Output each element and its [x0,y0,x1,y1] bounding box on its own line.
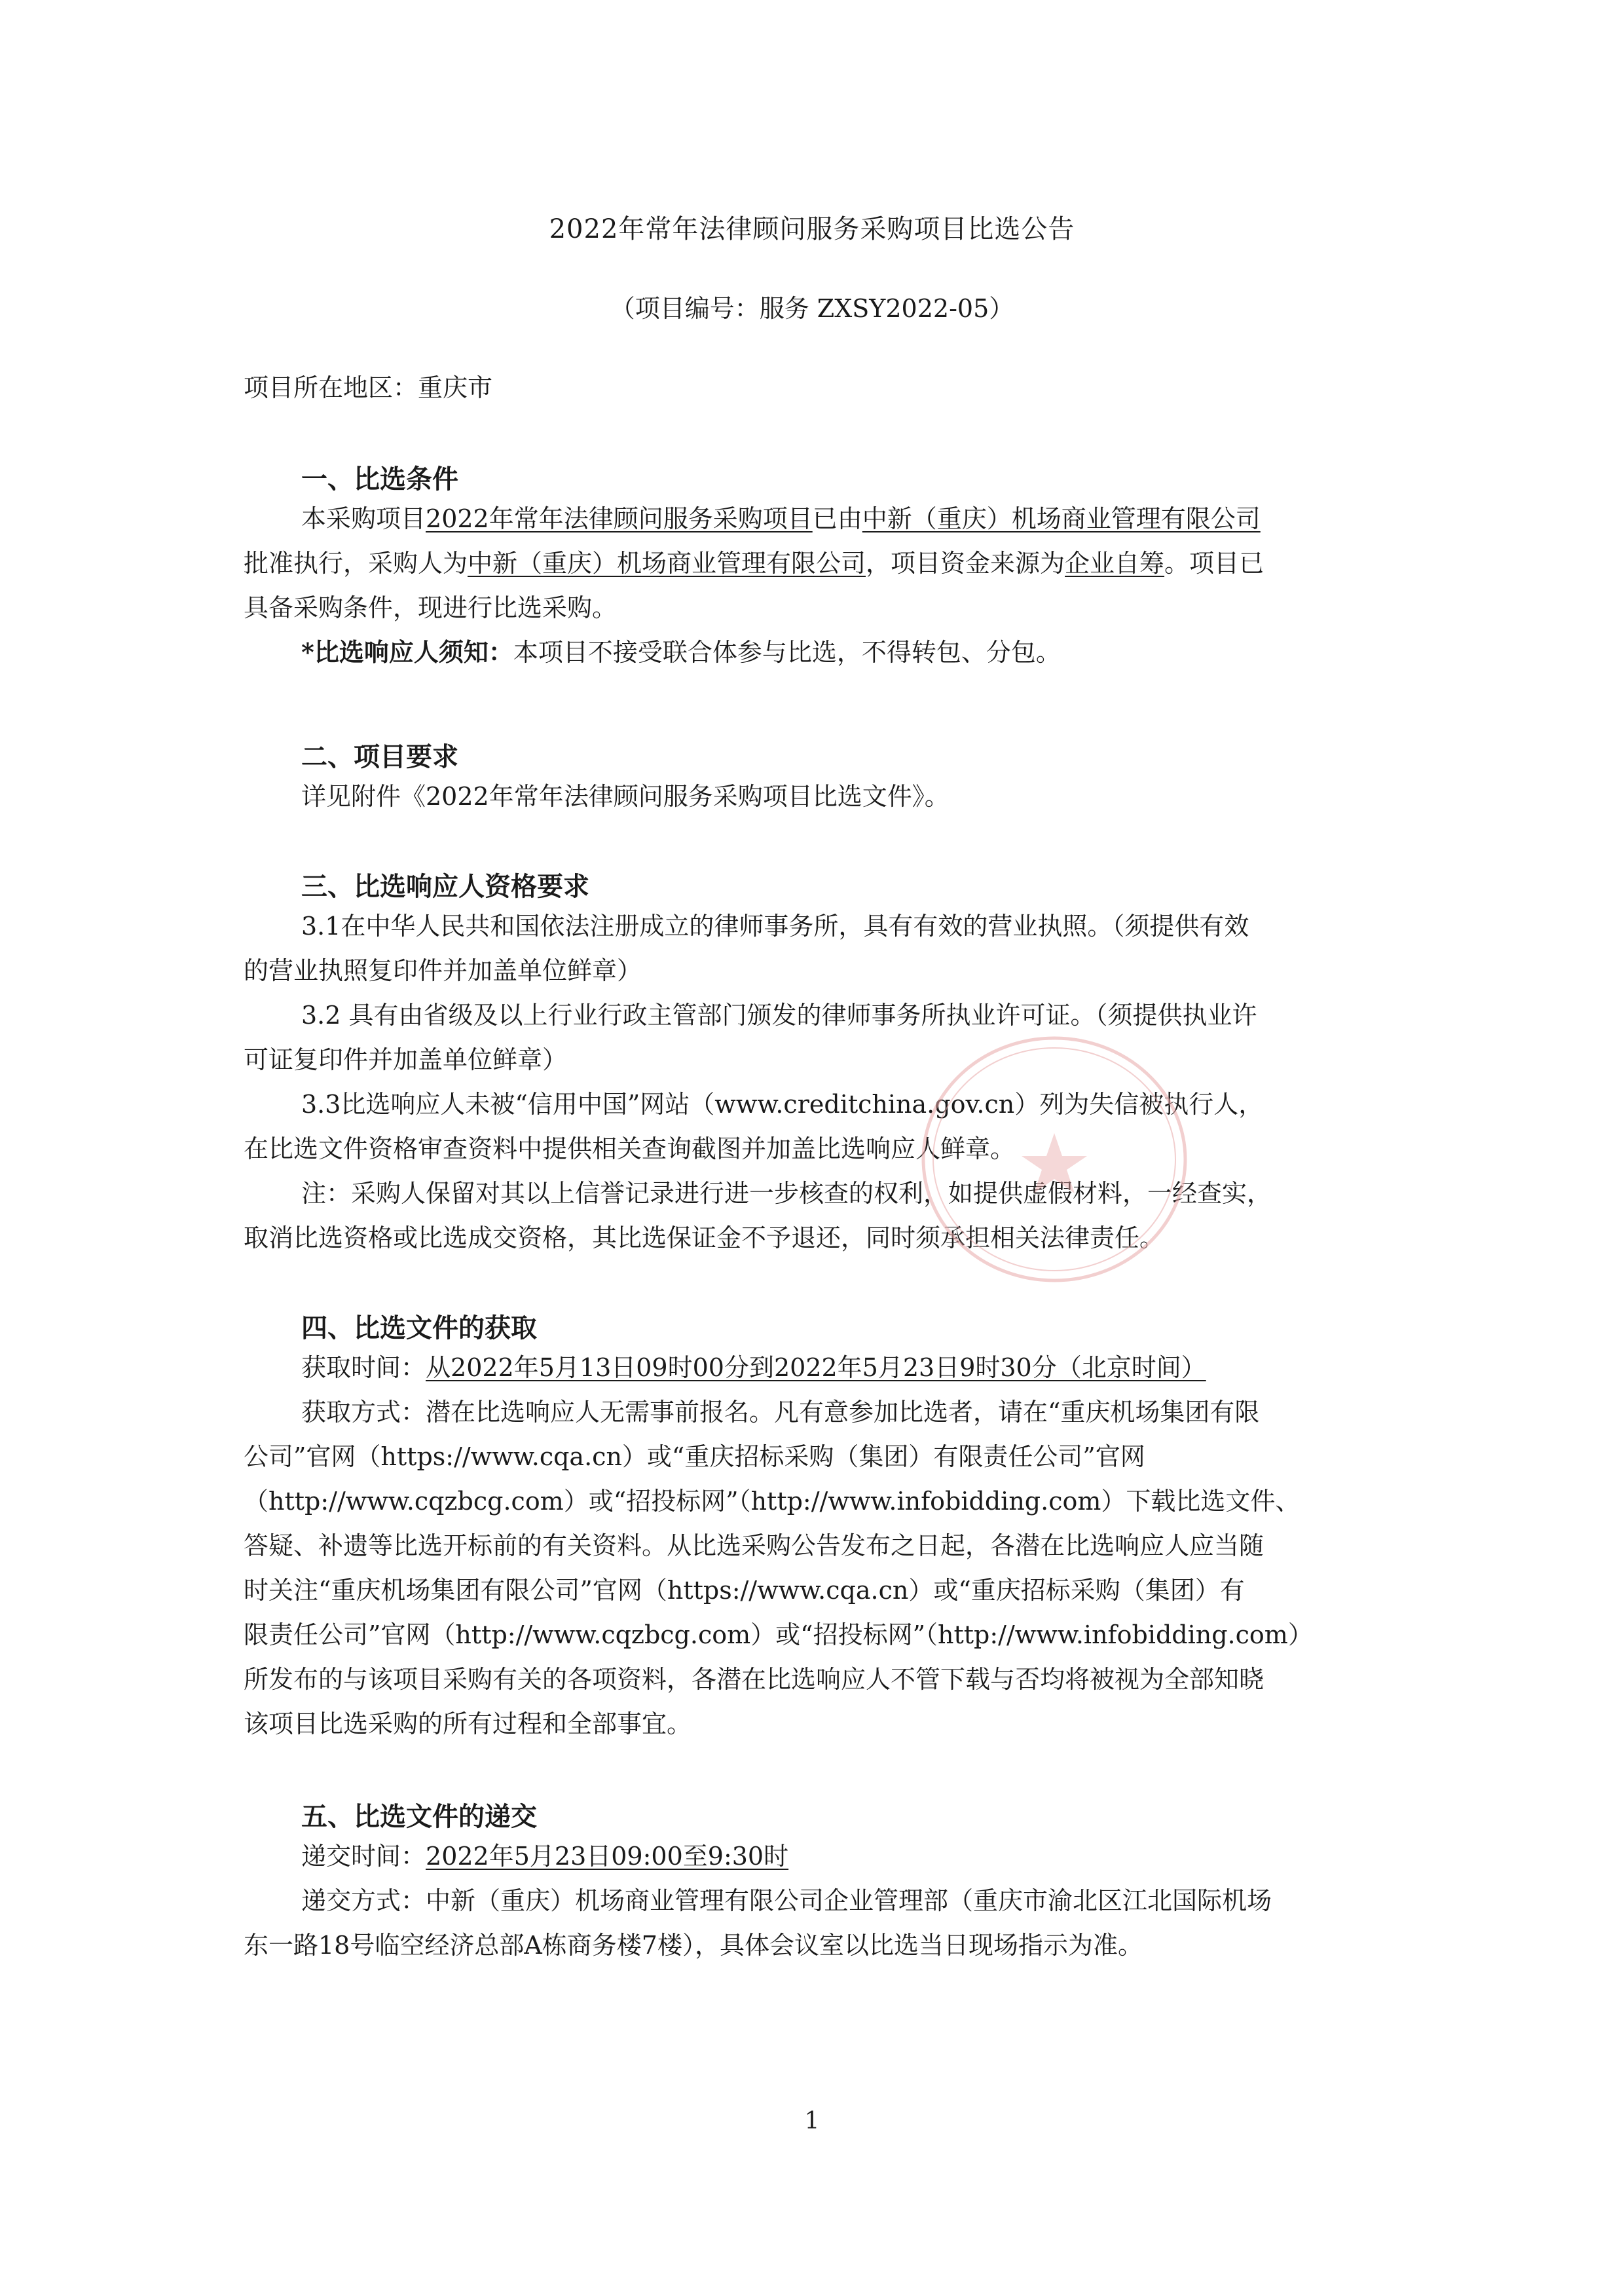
section4-heading: 四、比选文件的获取 [301,1313,537,1343]
document-title: 2022年常年法律顾问服务采购项目比选公告 [549,214,1075,244]
section1-line1 [301,502,1261,536]
project-number: （项目编号：服务 ZXSY2022-05） [610,294,1014,323]
acquisition-method-8: 该项目比选采购的所有过程和全部事宜。 [244,1709,692,1738]
project-name: 2022年常年法律顾问服务采购项目 [426,504,813,533]
acquisition-method-4: 答疑、补遗等比选开标前的有关资料。从比选采购公告发布之日起，各潜在比选响应人应当随 [244,1531,1264,1560]
requirement-3-1b: 的营业执照复印件并加盖单位鲜章） [244,956,642,985]
text-segment: 已由 [812,504,862,533]
submission-method-2: 东一路18号临空经济总部A栋商务楼7楼），具体会议室以比选当日现场指示为准。 [244,1931,1143,1960]
requirement-note-a: 注：采购人保留对其以上信誉记录进行进一步核查的权利，如提供虚假材料，一经查实， [301,1179,1272,1208]
section2-heading: 二、项目要求 [301,741,458,772]
text-segment: 。项目已 [1164,549,1264,578]
requirement-3-1a: 3.1在中华人民共和国依法注册成立的律师事务所，具有有效的营业执照。（须提供有效 [301,912,1249,941]
time-value: 2022年5月23日09:00至9:30时 [426,1842,789,1871]
time-value: 从2022年5月13日09时00分到2022年5月23日9时30分（北京时间） [426,1353,1206,1382]
requirement-3-2b: 可证复印件并加盖单位鲜章） [244,1045,568,1074]
section1-line3: 具备采购条件，现进行比选采购。 [244,593,618,622]
project-location: 项目所在地区：重庆市 [244,373,493,402]
notice-label: *比选响应人须知： [301,637,513,667]
notice-text: 本项目不接受联合体参与比选，不得转包、分包。 [513,638,1061,667]
acquisition-method-5: 时关注“重庆机场集团有限公司”官网（https://www.cqa.cn）或“重庆招标采购（集团）有 [244,1576,1245,1605]
requirement-note-b: 取消比选资格或比选成交资格，其比选保证金不予退还，同时须承担相关法律责任。 [244,1223,1165,1252]
acquisition-method-2: 公司”官网（https://www.cqa.cn）或“重庆招标采购（集团）有限责任公司”官网 [244,1442,1145,1471]
acquisition-method-6: 限责任公司”官网（http://www.cqzbcg.com）或“招投标网”（http://www.infobidding.com） [244,1620,1313,1649]
requirement-3-3a: 3.3比选响应人未被“信用中国”网站（www.creditchina.gov.cn）列为失信被执行人， [301,1090,1264,1119]
requirement-3-2a: 3.2 具有由省级及以上行业行政主管部门颁发的律师事务所执业许可证。（须提供执业许 [301,1001,1257,1030]
page-number: 1 [804,2108,820,2135]
acquisition-method-1: 获取方式：潜在比选响应人无需事前报名。凡有意参加比选者，请在“重庆机场集团有限 [301,1398,1260,1427]
acquisition-method-7: 所发布的与该项目采购有关的各项资料，各潜在比选响应人不管下载与否均将被视为全部知晓 [244,1665,1264,1694]
approver-company: 中新（重庆）机场商业管理有限公司 [862,504,1261,533]
text-segment: 批准执行，采购人为 [244,549,468,578]
section1-notice [301,635,1061,669]
text-segment: 本采购项目 [301,504,426,533]
fund-source: 企业自筹 [1065,549,1165,578]
purchaser-company: 中新（重庆）机场商业管理有限公司 [468,549,866,578]
acquisition-method-3: （http://www.cqzbcg.com）或“招投标网”（http://www.infobidding.com）下载比选文件、 [244,1487,1301,1516]
section5-heading: 五、比选文件的递交 [301,1801,537,1832]
submission-time [301,1839,788,1873]
acquisition-time [301,1351,1206,1385]
section3-heading: 三、比选响应人资格要求 [301,871,589,902]
section1-line2 [244,546,1264,580]
section2-text: 详见附件《2022年常年法律顾问服务采购项目比选文件》。 [301,782,950,811]
section1-heading: 一、比选条件 [301,464,458,494]
submission-method-1: 递交方式：中新（重庆）机场商业管理有限公司企业管理部（重庆市渝北区江北国际机场 [301,1886,1272,1915]
time-label: 获取时间： [301,1353,426,1382]
text-segment: ，项目资金来源为 [866,549,1065,578]
time-label: 递交时间： [301,1842,426,1871]
requirement-3-3b: 在比选文件资格审查资料中提供相关查询截图并加盖比选响应人鲜章。 [244,1134,1016,1163]
